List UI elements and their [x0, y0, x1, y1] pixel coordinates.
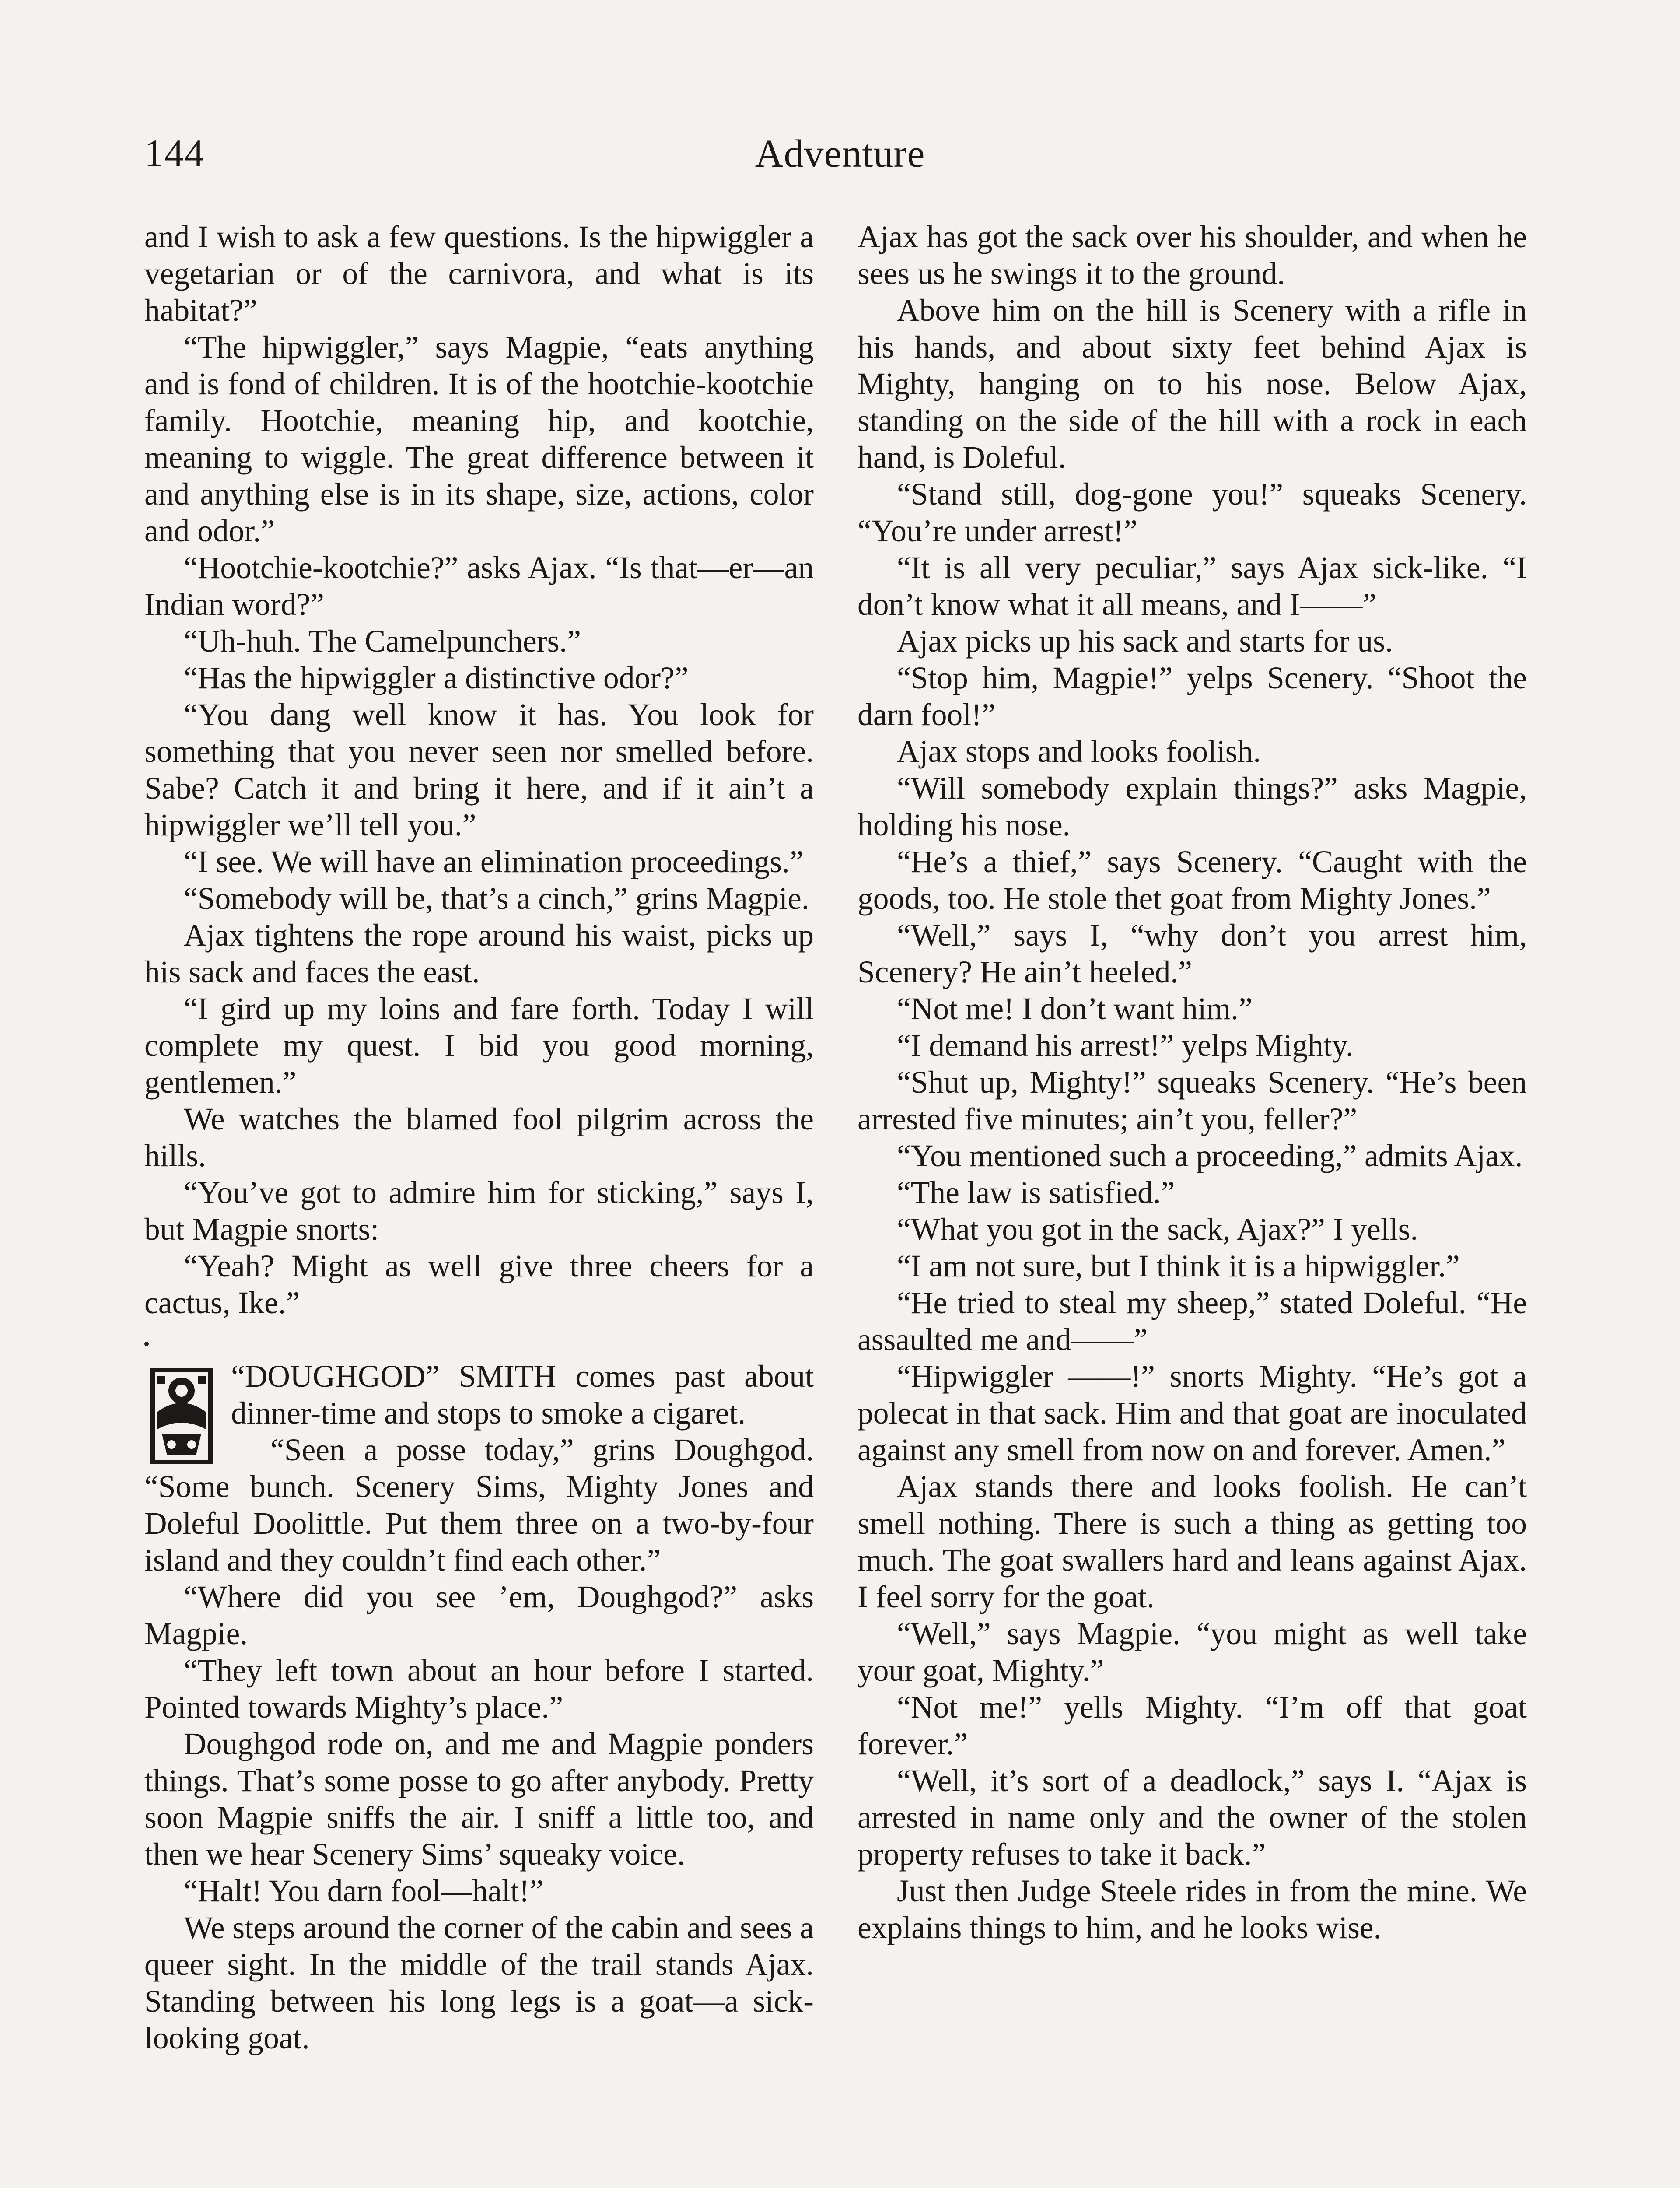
- paragraph: “You dang well know it has. You look for something that you never seen nor smelled before. Sabe? Catch it and bring it here, and if it ain’t a hipwiggler we’ll tell you.”: [144, 698, 814, 842]
- paragraph: “He’s a thief,” says Scenery. “Caught with the goods, too. He stole thet goat from Mighty Jones.”: [858, 845, 1527, 916]
- paragraph: “Somebody will be, that’s a cinch,” grins Magpie.: [184, 881, 809, 916]
- paragraph: Ajax stops and looks foolish.: [897, 734, 1261, 769]
- paragraph: “Hootchie-kootchie?” asks Ajax. “Is that—er—an Indian word?”: [144, 551, 814, 622]
- paragraph: “I gird up my loins and fare forth. Today I will complete my quest. I bid you good morning, gentlemen.”: [144, 992, 814, 1100]
- paragraph: Just then Judge Steele rides in from the mine. We explains things to him, and he looks wise.: [858, 1874, 1527, 1945]
- paragraph: “Hipwiggler ——!” snorts Mighty. “He’s got a polecat in that sack. Him and that goat are inoculated against any smell from now on and forever. Amen.”: [858, 1359, 1527, 1467]
- paragraph: “I demand his arrest!” yelps Mighty.: [897, 1028, 1354, 1063]
- paragraph: “Will somebody explain things?” asks Magpie, holding his nose.: [858, 771, 1527, 842]
- paragraph: “Stand still, dog-gone you!” squeaks Scenery. “You’re under arrest!”: [858, 477, 1527, 548]
- paragraph: “It is all very peculiar,” says Ajax sick-like. “I don’t know what it all means, and I——”: [858, 551, 1527, 622]
- paragraph: “The hipwiggler,” says Magpie, “eats anything and is fond of children. It is of the hootchie-kootchie family. Hootchie, meaning hip, and kootchie, meaning to wiggle. The great difference between it and anything else is in its shape, size, actions, color and odor.”: [144, 330, 814, 548]
- paragraph: “You mentioned such a proceeding,” admits Ajax.: [897, 1139, 1523, 1173]
- paragraph: “Halt! You darn fool—halt!”: [184, 1874, 544, 1908]
- paragraph: “Well, it’s sort of a deadlock,” says I. “Ajax is arrested in name only and the owner of the stolen property refuses to take it back.”: [858, 1764, 1527, 1872]
- paragraph: Above him on the hill is Scenery with a rifle in his hands, and about sixty feet behind Ajax is Mighty, hanging on to his nose. Below Ajax, standing on the side of the hill with a rock in each hand, is Doleful.: [858, 293, 1527, 475]
- paragraph: Doughgod rode on, and me and Magpie ponders things. That’s some posse to go after anybody. Pretty soon Magpie sniffs the air. I sniff a little too, and then we hear Scenery Sims’ squeaky voice.: [144, 1727, 814, 1872]
- page-header: [144, 127, 1536, 188]
- paragraph: and I wish to ask a few questions. Is the hipwiggler a vegetarian or of the carnivora, and what is its habitat?”: [144, 220, 814, 328]
- paragraph: “Uh-huh. The Camelpunchers.”: [184, 624, 581, 659]
- paragraph: “He tried to steal my sheep,” stated Doleful. “He assaulted me and——”: [858, 1286, 1527, 1357]
- paragraph: “Seen a posse today,” grins Doughgod. “Some bunch. Scenery Sims, Mighty Jones and Doleful Doolittle. Put them three on a two-by-four island and they couldn’t find each other.”: [144, 1433, 814, 1578]
- paragraph: “They left town about an hour before I started. Pointed towards Mighty’s place.”: [144, 1653, 814, 1725]
- right-column: [858, 219, 1527, 1946]
- paragraph: “Shut up, Mighty!” squeaks Scenery. “He’s been arrested five minutes; ain’t you, feller?”: [858, 1065, 1527, 1136]
- paragraph: Ajax tightens the rope around his waist, picks up his sack and faces the east.: [144, 918, 814, 989]
- paragraph: Ajax picks up his sack and starts for us.: [897, 624, 1393, 659]
- section-break-dot: [144, 1342, 149, 1346]
- left-column: [144, 219, 814, 2057]
- paragraph: “Well,” says Magpie. “you might as well take your goat, Mighty.”: [858, 1616, 1527, 1688]
- paragraph: “What you got in the sack, Ajax?” I yells.: [897, 1212, 1418, 1247]
- section-break: [144, 1322, 814, 1358]
- paragraph: “Has the hipwiggler a distinctive odor?”: [184, 661, 689, 695]
- page-number: 144: [144, 132, 205, 175]
- section-two: [144, 1358, 814, 2057]
- paragraph: We watches the blamed fool pilgrim across the hills.: [144, 1102, 814, 1173]
- paragraph: “Not me! I don’t want him.”: [897, 992, 1253, 1026]
- paragraph: “Where did you see ’em, Doughgod?” asks Magpie.: [144, 1580, 814, 1651]
- paragraph: “The law is satisfied.”: [897, 1175, 1175, 1210]
- paragraph: “Not me!” yells Mighty. “I’m off that goat forever.”: [858, 1690, 1527, 1761]
- paragraph: “Yeah? Might as well give three cheers for a cactus, Ike.”: [144, 1249, 814, 1320]
- paragraph: “You’ve got to admire him for sticking,” says I, but Magpie snorts:: [144, 1175, 814, 1247]
- decorative-initial-icon: [144, 1364, 219, 1469]
- paragraph: Ajax stands there and looks foolish. He can’t smell nothing. There is such a thing as getting too much. The goat swallers hard and leans against Ajax. I feel sorry for the goat.: [858, 1469, 1527, 1614]
- paragraph: “Stop him, Magpie!” yelps Scenery. “Shoot the darn fool!”: [858, 661, 1527, 732]
- paragraph: “Well,” says I, “why don’t you arrest him, Scenery? He ain’t heeled.”: [858, 918, 1527, 989]
- paragraph: We steps around the corner of the cabin and sees a queer sight. In the middle of the trail stands Ajax. Standing between his long legs is a goat—a sick-looking goat.: [144, 1911, 814, 2055]
- running-title: Adventure: [755, 132, 925, 175]
- paragraph: Ajax has got the sack over his shoulder, and when he sees us he swings it to the ground.: [858, 220, 1527, 291]
- paragraph: “I am not sure, but I think it is a hipwiggler.”: [897, 1249, 1460, 1283]
- section-opening: “DOUGHGOD” SMITH comes past about dinner-time and stops to smoke a cigaret.: [231, 1359, 814, 1431]
- paragraph: “I see. We will have an elimination proceedings.”: [184, 845, 804, 879]
